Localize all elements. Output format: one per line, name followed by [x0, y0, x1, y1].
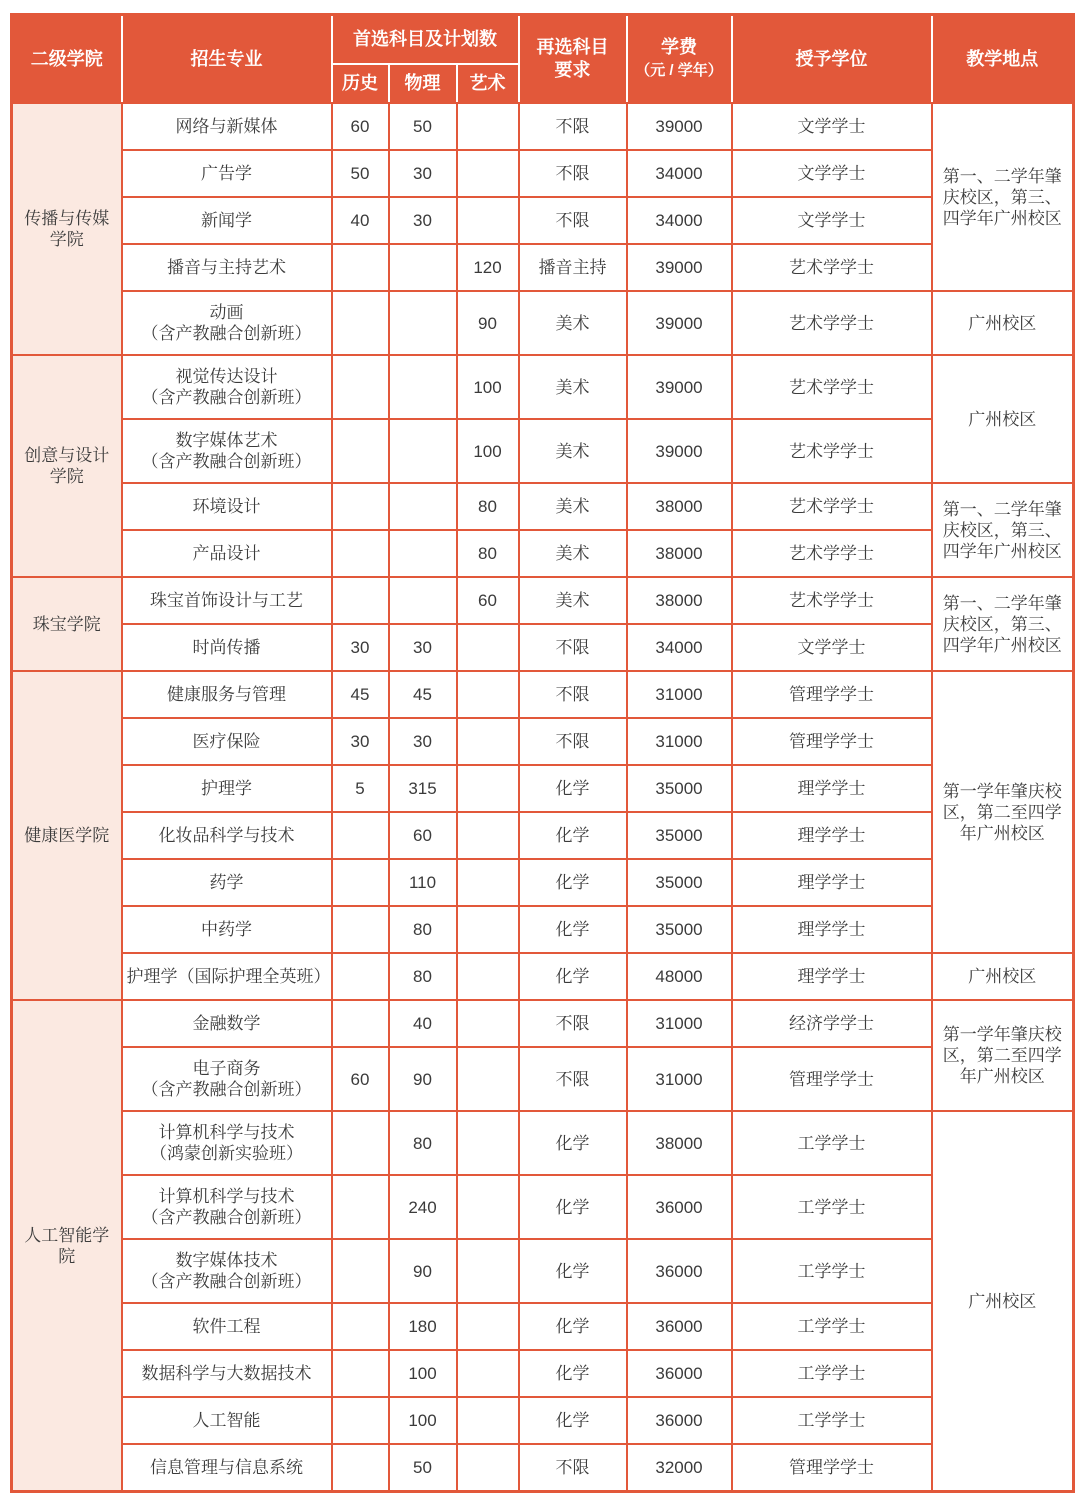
degree-cell: 艺术学学士 — [732, 244, 932, 291]
reselect-cell: 化学 — [519, 765, 627, 812]
major-name-line: （鸿蒙创新实验班） — [150, 1144, 303, 1163]
reselect-cell: 化学 — [519, 812, 627, 859]
physics-cell — [389, 244, 457, 291]
tuition-cell: 31000 — [627, 718, 732, 765]
arts-cell — [457, 150, 519, 197]
arts-cell — [457, 1111, 519, 1175]
major-name-line: 数据科学与大数据技术 — [141, 1364, 312, 1383]
college-name-line: 学院 — [49, 230, 84, 249]
tuition-cell: 35000 — [627, 859, 732, 906]
major-cell — [122, 906, 332, 953]
table-row — [12, 291, 1074, 355]
physics-cell: 80 — [389, 1111, 457, 1175]
arts-cell — [457, 1239, 519, 1303]
physics-cell: 80 — [389, 906, 457, 953]
arts-cell — [457, 624, 519, 671]
history-cell: 30 — [332, 624, 389, 671]
major-cell — [122, 1175, 332, 1239]
major-name-line: 中药学 — [201, 920, 252, 939]
degree-cell: 艺术学学士 — [732, 355, 932, 419]
arts-cell — [457, 671, 519, 718]
major-name-line: 计算机科学与技术 — [158, 1123, 295, 1142]
tuition-cell: 34000 — [627, 197, 732, 244]
major-name-line: 珠宝首饰设计与工艺 — [150, 591, 303, 610]
tuition-cell: 36000 — [627, 1303, 732, 1350]
major-cell — [122, 577, 332, 624]
header-reselect — [519, 15, 627, 104]
major-name-line: 广告学 — [201, 164, 252, 183]
reselect-cell: 不限 — [519, 150, 627, 197]
physics-cell: 180 — [389, 1303, 457, 1350]
tuition-cell: 31000 — [627, 1000, 732, 1047]
history-cell — [332, 1303, 389, 1350]
major-name-line: （含产教融合创新班） — [141, 324, 312, 343]
college-cell — [12, 103, 122, 355]
arts-cell — [457, 765, 519, 812]
major-cell — [122, 244, 332, 291]
tuition-cell: 35000 — [627, 906, 732, 953]
table-row — [12, 765, 1074, 812]
history-cell — [332, 244, 389, 291]
location-cell: 广州校区 — [932, 1111, 1074, 1492]
major-cell — [122, 671, 332, 718]
header-tuition — [627, 15, 732, 104]
physics-cell: 30 — [389, 718, 457, 765]
reselect-cell: 美术 — [519, 483, 627, 530]
location-cell: 广州校区 — [932, 953, 1074, 1000]
header-arts: 艺术 — [457, 64, 519, 103]
table-row — [12, 1350, 1074, 1397]
major-name-line: （含产教融合创新班） — [141, 388, 312, 407]
history-cell — [332, 1397, 389, 1444]
tuition-cell: 39000 — [627, 291, 732, 355]
major-name-line: 化妆品科学与技术 — [158, 826, 295, 845]
tuition-cell: 35000 — [627, 765, 732, 812]
location-cell: 第一学年肇庆校区，第二至四学年广州校区 — [932, 1000, 1074, 1111]
major-name-line: 健康服务与管理 — [167, 685, 286, 704]
reselect-cell: 不限 — [519, 1000, 627, 1047]
physics-cell: 110 — [389, 859, 457, 906]
reselect-cell: 化学 — [519, 1239, 627, 1303]
physics-cell — [389, 355, 457, 419]
arts-cell — [457, 103, 519, 150]
reselect-cell: 不限 — [519, 624, 627, 671]
major-cell — [122, 1111, 332, 1175]
admissions-plan-page — [0, 13, 1080, 1478]
degree-cell: 理学学士 — [732, 812, 932, 859]
degree-cell: 理学学士 — [732, 765, 932, 812]
major-name-line: 药学 — [209, 873, 244, 892]
table-row — [12, 355, 1074, 419]
table-row — [12, 1239, 1074, 1303]
major-name-line: 金融数学 — [192, 1014, 261, 1033]
degree-cell: 理学学士 — [732, 906, 932, 953]
location-cell: 广州校区 — [932, 355, 1074, 483]
major-cell — [122, 291, 332, 355]
arts-cell — [457, 1350, 519, 1397]
arts-cell — [457, 906, 519, 953]
tuition-cell: 39000 — [627, 355, 732, 419]
table-row — [12, 1047, 1074, 1111]
history-cell: 60 — [332, 1047, 389, 1111]
history-cell — [332, 859, 389, 906]
arts-cell — [457, 859, 519, 906]
history-cell — [332, 419, 389, 483]
reselect-cell: 美术 — [519, 419, 627, 483]
college-name-line: 学院 — [49, 467, 84, 486]
tuition-cell: 36000 — [627, 1397, 732, 1444]
arts-cell: 80 — [457, 530, 519, 577]
location-cell: 第一学年肇庆校区，第二至四学年广州校区 — [932, 671, 1074, 953]
physics-cell: 30 — [389, 197, 457, 244]
history-cell — [332, 1000, 389, 1047]
major-name-line: 播音与主持艺术 — [167, 258, 286, 277]
reselect-cell: 不限 — [519, 1444, 627, 1492]
arts-cell: 90 — [457, 291, 519, 355]
table-row — [12, 906, 1074, 953]
degree-cell: 工学学士 — [732, 1397, 932, 1444]
reselect-cell: 播音主持 — [519, 244, 627, 291]
history-cell — [332, 355, 389, 419]
header-physics: 物理 — [389, 64, 457, 103]
history-cell — [332, 953, 389, 1000]
history-cell — [332, 577, 389, 624]
table-row — [12, 150, 1074, 197]
arts-cell: 80 — [457, 483, 519, 530]
degree-cell: 工学学士 — [732, 1175, 932, 1239]
major-cell — [122, 1000, 332, 1047]
major-name-line: 软件工程 — [192, 1317, 261, 1336]
arts-cell — [457, 1303, 519, 1350]
major-cell — [122, 530, 332, 577]
header-tuition-line1: 学费 — [661, 37, 697, 57]
tuition-cell: 38000 — [627, 1111, 732, 1175]
arts-cell — [457, 1397, 519, 1444]
location-cell: 第一、二学年肇庆校区，第三、四学年广州校区 — [932, 483, 1074, 577]
header-reselect-line2: 要求 — [554, 60, 591, 80]
history-cell — [332, 483, 389, 530]
degree-cell: 管理学学士 — [732, 718, 932, 765]
header-location: 教学地点 — [932, 15, 1074, 104]
degree-cell: 工学学士 — [732, 1239, 932, 1303]
major-name-line: 人工智能 — [192, 1411, 261, 1430]
reselect-cell: 不限 — [519, 103, 627, 150]
arts-cell — [457, 1444, 519, 1492]
physics-cell: 90 — [389, 1239, 457, 1303]
major-cell — [122, 765, 332, 812]
reselect-cell: 化学 — [519, 1303, 627, 1350]
physics-cell: 90 — [389, 1047, 457, 1111]
college-name-line: 创意与设计 — [24, 446, 110, 465]
reselect-cell: 不限 — [519, 671, 627, 718]
tuition-cell: 34000 — [627, 150, 732, 197]
reselect-cell: 美术 — [519, 530, 627, 577]
major-cell — [122, 812, 332, 859]
table-row — [12, 530, 1074, 577]
physics-cell: 30 — [389, 624, 457, 671]
table-row — [12, 812, 1074, 859]
table-row — [12, 859, 1074, 906]
major-cell — [122, 1303, 332, 1350]
major-name-line: 产品设计 — [192, 544, 261, 563]
physics-cell — [389, 419, 457, 483]
admissions-table — [10, 13, 1075, 1493]
major-cell — [122, 718, 332, 765]
table-header — [12, 15, 1074, 104]
table-row — [12, 244, 1074, 291]
major-cell — [122, 197, 332, 244]
arts-cell — [457, 1000, 519, 1047]
major-cell — [122, 150, 332, 197]
table-row — [12, 1303, 1074, 1350]
reselect-cell: 化学 — [519, 859, 627, 906]
arts-cell: 100 — [457, 419, 519, 483]
tuition-cell: 35000 — [627, 812, 732, 859]
arts-cell — [457, 1175, 519, 1239]
table-row — [12, 577, 1074, 624]
degree-cell: 艺术学学士 — [732, 291, 932, 355]
degree-cell: 管理学学士 — [732, 1047, 932, 1111]
degree-cell: 艺术学学士 — [732, 577, 932, 624]
degree-cell: 艺术学学士 — [732, 530, 932, 577]
history-cell — [332, 1175, 389, 1239]
reselect-cell: 化学 — [519, 1350, 627, 1397]
degree-cell: 工学学士 — [732, 1350, 932, 1397]
history-cell — [332, 1350, 389, 1397]
major-name-line: 时尚传播 — [192, 638, 261, 657]
major-name-line: 计算机科学与技术 — [158, 1187, 295, 1206]
table-row — [12, 483, 1074, 530]
physics-cell: 60 — [389, 812, 457, 859]
college-cell — [12, 1000, 122, 1492]
reselect-cell: 化学 — [519, 953, 627, 1000]
physics-cell: 50 — [389, 103, 457, 150]
table-row — [12, 718, 1074, 765]
degree-cell: 文学学士 — [732, 103, 932, 150]
college-cell — [12, 671, 122, 1000]
history-cell — [332, 530, 389, 577]
location-cell: 广州校区 — [932, 291, 1074, 355]
major-cell — [122, 624, 332, 671]
reselect-cell: 化学 — [519, 1397, 627, 1444]
degree-cell: 理学学士 — [732, 953, 932, 1000]
table-row — [12, 1175, 1074, 1239]
college-name-line: 珠宝学院 — [32, 614, 101, 634]
header-reselect-line1: 再选科目 — [536, 37, 609, 57]
degree-cell: 管理学学士 — [732, 671, 932, 718]
tuition-cell: 34000 — [627, 624, 732, 671]
reselect-cell: 化学 — [519, 1175, 627, 1239]
history-cell: 30 — [332, 718, 389, 765]
arts-cell — [457, 1047, 519, 1111]
tuition-cell: 36000 — [627, 1350, 732, 1397]
tuition-cell: 38000 — [627, 530, 732, 577]
history-cell: 60 — [332, 103, 389, 150]
major-name-line: 数字媒体艺术 — [175, 431, 278, 450]
physics-cell: 30 — [389, 150, 457, 197]
table-row — [12, 1000, 1074, 1047]
tuition-cell: 36000 — [627, 1175, 732, 1239]
major-name-line: （含产教融合创新班） — [141, 1080, 312, 1099]
major-cell — [122, 483, 332, 530]
header-college: 二级学院 — [12, 15, 122, 104]
physics-cell — [389, 577, 457, 624]
reselect-cell: 美术 — [519, 577, 627, 624]
physics-cell: 240 — [389, 1175, 457, 1239]
reselect-cell: 美术 — [519, 291, 627, 355]
tuition-cell: 32000 — [627, 1444, 732, 1492]
major-cell — [122, 1350, 332, 1397]
tuition-cell: 48000 — [627, 953, 732, 1000]
arts-cell — [457, 197, 519, 244]
degree-cell: 文学学士 — [732, 150, 932, 197]
table-row — [12, 1397, 1074, 1444]
degree-cell: 工学学士 — [732, 1303, 932, 1350]
table-row — [12, 103, 1074, 150]
physics-cell: 45 — [389, 671, 457, 718]
tuition-cell: 39000 — [627, 103, 732, 150]
location-cell: 第一、二学年肇庆校区，第三、四学年广州校区 — [932, 577, 1074, 671]
tuition-cell: 31000 — [627, 671, 732, 718]
physics-cell: 50 — [389, 1444, 457, 1492]
degree-cell: 理学学士 — [732, 859, 932, 906]
arts-cell: 120 — [457, 244, 519, 291]
major-name-line: 数字媒体技术 — [175, 1251, 278, 1270]
major-name-line: 视觉传达设计 — [175, 367, 278, 386]
major-name-line: （含产教融合创新班） — [141, 452, 312, 471]
table-row — [12, 1111, 1074, 1175]
history-cell: 50 — [332, 150, 389, 197]
major-cell — [122, 859, 332, 906]
history-cell: 5 — [332, 765, 389, 812]
tuition-cell: 39000 — [627, 244, 732, 291]
college-name-line: 人工智能学院 — [24, 1225, 110, 1266]
header-major: 招生专业 — [122, 15, 332, 104]
header-degree: 授予学位 — [732, 15, 932, 104]
table-row — [12, 419, 1074, 483]
tuition-cell: 36000 — [627, 1239, 732, 1303]
table-row — [12, 624, 1074, 671]
history-cell — [332, 1111, 389, 1175]
tuition-cell: 38000 — [627, 577, 732, 624]
header-tuition-line2: （元 / 学年） — [635, 62, 723, 79]
major-cell — [122, 419, 332, 483]
major-name-line: 护理学（国际护理全英班） — [126, 967, 331, 986]
physics-cell: 40 — [389, 1000, 457, 1047]
degree-cell: 文学学士 — [732, 624, 932, 671]
major-name-line: （含产教融合创新班） — [141, 1208, 312, 1227]
tuition-cell: 38000 — [627, 483, 732, 530]
reselect-cell: 不限 — [519, 1047, 627, 1111]
reselect-cell: 化学 — [519, 1111, 627, 1175]
major-cell — [122, 1239, 332, 1303]
major-name-line: 环境设计 — [192, 497, 261, 516]
tuition-cell: 31000 — [627, 1047, 732, 1111]
college-name-line: 健康医学院 — [24, 826, 110, 845]
college-cell — [12, 355, 122, 577]
table-row — [12, 671, 1074, 718]
physics-cell: 80 — [389, 953, 457, 1000]
physics-cell: 100 — [389, 1397, 457, 1444]
location-cell: 第一、二学年肇庆校区，第三、四学年广州校区 — [932, 103, 1074, 291]
physics-cell — [389, 483, 457, 530]
physics-cell — [389, 530, 457, 577]
header-row-top — [12, 15, 1074, 65]
header-subject-group: 首选科目及计划数 — [332, 15, 519, 65]
college-cell — [12, 577, 122, 671]
major-cell — [122, 103, 332, 150]
major-name-line: 网络与新媒体 — [175, 117, 278, 136]
physics-cell: 100 — [389, 1350, 457, 1397]
arts-cell — [457, 953, 519, 1000]
major-name-line: 医疗保险 — [192, 732, 261, 751]
degree-cell: 文学学士 — [732, 197, 932, 244]
arts-cell — [457, 812, 519, 859]
major-cell — [122, 1397, 332, 1444]
major-name-line: （含产教融合创新班） — [141, 1272, 312, 1291]
arts-cell: 60 — [457, 577, 519, 624]
reselect-cell: 化学 — [519, 906, 627, 953]
degree-cell: 艺术学学士 — [732, 419, 932, 483]
major-name-line: 电子商务 — [192, 1059, 261, 1078]
reselect-cell: 不限 — [519, 197, 627, 244]
major-name-line: 动画 — [209, 303, 244, 322]
physics-cell: 315 — [389, 765, 457, 812]
major-name-line: 信息管理与信息系统 — [150, 1458, 303, 1477]
arts-cell — [457, 718, 519, 765]
degree-cell: 艺术学学士 — [732, 483, 932, 530]
major-cell — [122, 953, 332, 1000]
arts-cell: 100 — [457, 355, 519, 419]
history-cell — [332, 291, 389, 355]
table-row — [12, 953, 1074, 1000]
major-cell — [122, 355, 332, 419]
admissions-table-body — [12, 103, 1074, 1492]
history-cell — [332, 906, 389, 953]
major-name-line: 新闻学 — [201, 211, 252, 230]
table-row — [12, 197, 1074, 244]
major-cell — [122, 1444, 332, 1492]
degree-cell: 管理学学士 — [732, 1444, 932, 1492]
reselect-cell: 美术 — [519, 355, 627, 419]
major-name-line: 护理学 — [201, 779, 252, 798]
major-cell — [122, 1047, 332, 1111]
header-history: 历史 — [332, 64, 389, 103]
history-cell: 45 — [332, 671, 389, 718]
history-cell — [332, 812, 389, 859]
history-cell — [332, 1239, 389, 1303]
reselect-cell: 不限 — [519, 718, 627, 765]
tuition-cell: 39000 — [627, 419, 732, 483]
degree-cell: 工学学士 — [732, 1111, 932, 1175]
table-row — [12, 1444, 1074, 1492]
physics-cell — [389, 291, 457, 355]
history-cell: 40 — [332, 197, 389, 244]
degree-cell: 经济学学士 — [732, 1000, 932, 1047]
history-cell — [332, 1444, 389, 1492]
college-name-line: 传播与传媒 — [24, 209, 110, 228]
